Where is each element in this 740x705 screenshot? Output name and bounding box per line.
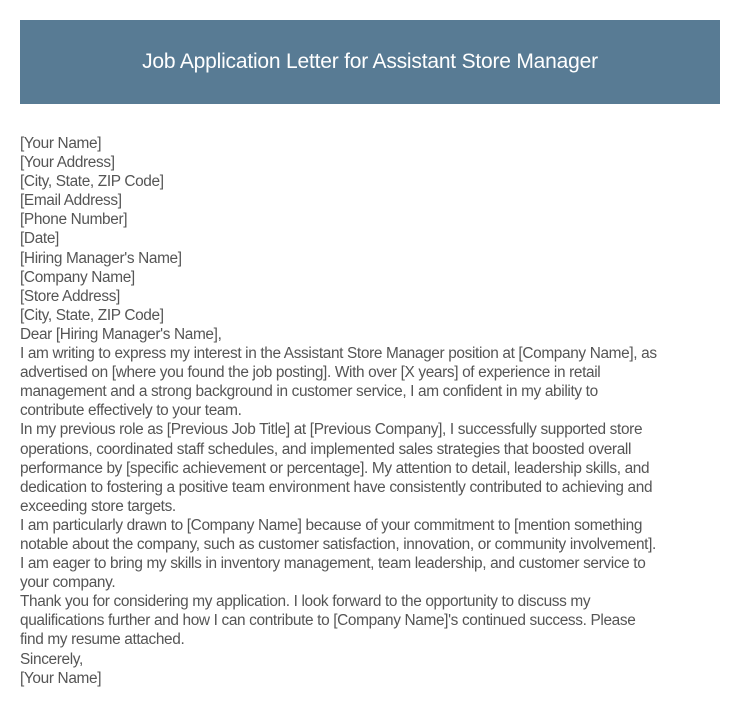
sender-email: [Email Address] bbox=[20, 192, 122, 210]
sender-name: [Your Name] bbox=[20, 135, 102, 152]
recipient-city-state-zip: [City, State, ZIP Code] bbox=[20, 306, 164, 324]
letter-body bbox=[20, 134, 725, 688]
paragraph-closing bbox=[20, 592, 725, 649]
paragraph-line: Thank you for considering my application. I look forward to the opportunity to discuss my bbox=[20, 593, 591, 611]
paragraph-line: notable about the company, such as customer satisfaction, innovation, or community involvement]. bbox=[20, 535, 656, 553]
paragraph-line: dedication to fostering a positive team environment have consistently contributed to achieving and bbox=[20, 478, 653, 496]
sender-city-state-zip: [City, State, ZIP Code] bbox=[20, 173, 164, 191]
recipient-name: [Hiring Manager's Name] bbox=[20, 249, 182, 267]
letter-date: [Date] bbox=[20, 230, 59, 248]
paragraph-motivation bbox=[20, 516, 725, 592]
paragraph-line: performance by [specific achievement or percentage]. My attention to detail, leadership skills, and bbox=[20, 459, 650, 477]
paragraph-intro bbox=[20, 344, 725, 420]
sender-address: [Your Address] bbox=[20, 154, 115, 172]
recipient-address: [Store Address] bbox=[20, 287, 120, 305]
page-header bbox=[20, 20, 720, 104]
closing: Sincerely, bbox=[20, 650, 83, 668]
paragraph-line: find my resume attached. bbox=[20, 631, 185, 649]
paragraph-line: exceeding store targets. bbox=[20, 497, 176, 515]
recipient-company: [Company Name] bbox=[20, 268, 135, 286]
paragraph-line: I am particularly drawn to [Company Name] because of your commitment to [mention something bbox=[20, 516, 643, 534]
signature: [Your Name] bbox=[20, 669, 102, 687]
paragraph-line: operations, coordinated staff schedules, and implemented sales strategies that boosted overall bbox=[20, 440, 632, 458]
paragraph-line: In my previous role as [Previous Job Title] at [Previous Company], I successfully supported store bbox=[20, 421, 643, 439]
paragraph-line: your company. bbox=[20, 574, 116, 592]
paragraph-experience bbox=[20, 420, 725, 515]
salutation: Dear [Hiring Manager's Name], bbox=[20, 325, 222, 343]
sender-phone: [Phone Number] bbox=[20, 211, 128, 229]
paragraph-line: I am eager to bring my skills in inventory management, team leadership, and customer service to bbox=[20, 555, 646, 573]
paragraph-line: advertised on [where you found the job posting]. With over [X years] of experience in retail bbox=[20, 364, 601, 382]
page-title: Job Application Letter for Assistant Store Manager bbox=[142, 50, 598, 73]
paragraph-line: management and a strong background in customer service, I am confident in my ability to bbox=[20, 383, 598, 401]
paragraph-line: qualifications further and how I can contribute to [Company Name]'s continued success. Please bbox=[20, 612, 636, 630]
paragraph-line: contribute effectively to your team. bbox=[20, 402, 242, 420]
paragraph-line: I am writing to express my interest in the Assistant Store Manager position at [Company Name], as bbox=[20, 345, 657, 363]
